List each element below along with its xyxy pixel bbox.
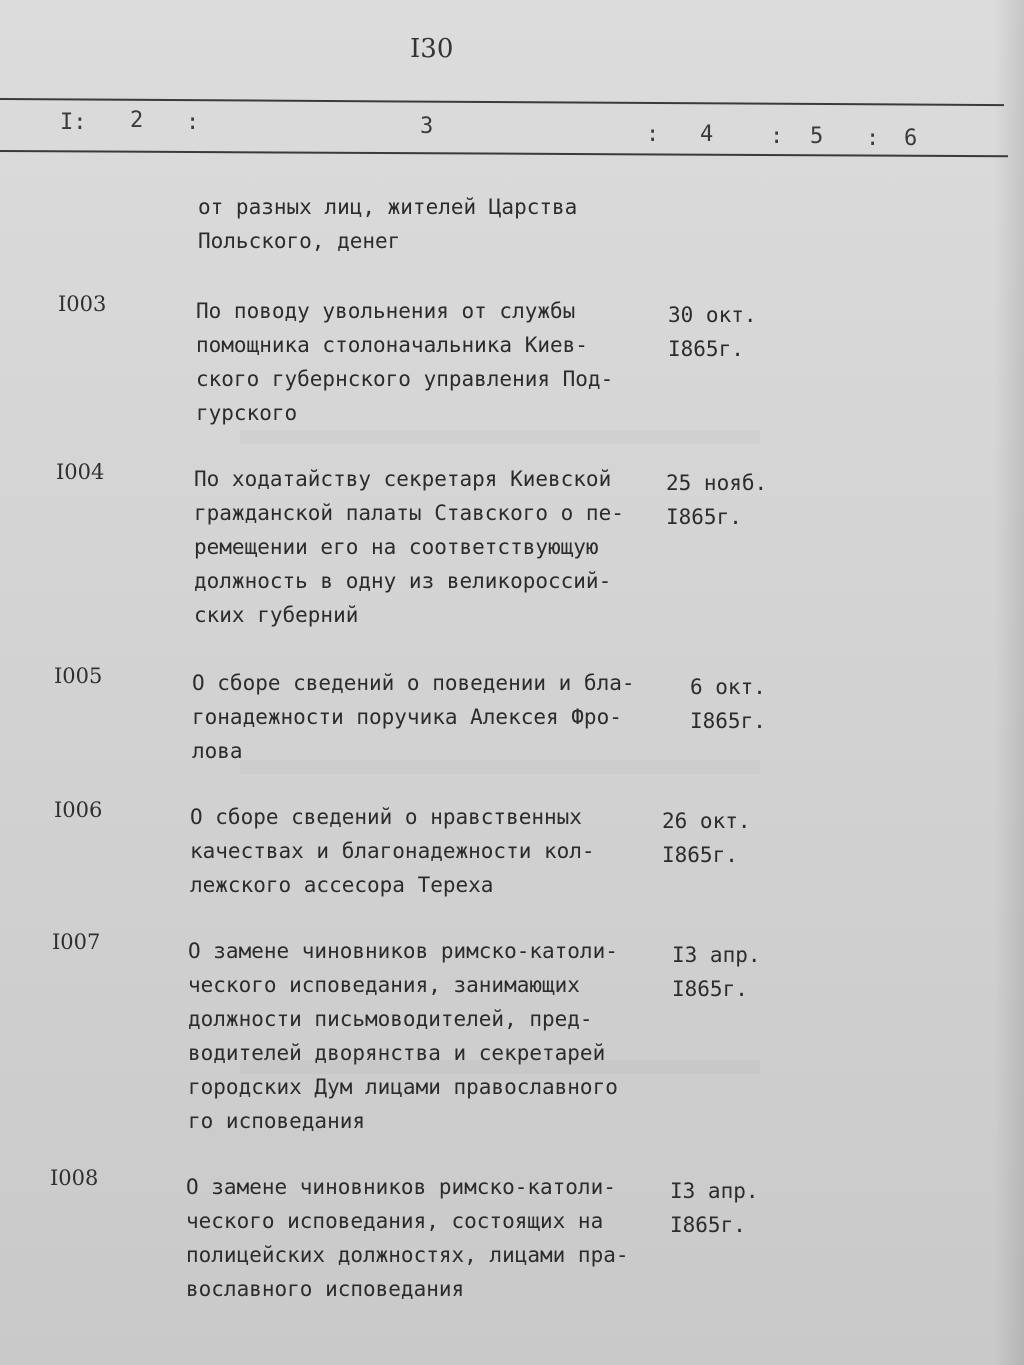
entry-number: I003: [58, 292, 107, 316]
text-line: ского губернского управления Под-: [196, 367, 614, 391]
text-line: гурского: [196, 401, 298, 425]
text-line: полицейских должностях, лицами пра-: [186, 1243, 629, 1267]
column-separator: :: [770, 124, 784, 149]
text-line: О замене чиновников римско-католи-: [186, 1175, 616, 1199]
entry-date: [668, 298, 757, 366]
entry-description: [196, 294, 613, 430]
page-edge-shadow: [994, 0, 1024, 1365]
column-header-6: 6: [904, 126, 918, 151]
text-line: гонадежности поручика Алексея Фро-: [192, 705, 622, 729]
text-line: ческого исповедания, занимающих: [188, 973, 580, 997]
text-line: должность в одну из великороссий-: [194, 569, 612, 593]
entry-number: I006: [54, 798, 103, 822]
date-day: 6 окт.: [690, 675, 766, 699]
date-day: 26 окт.: [662, 809, 751, 833]
text-line: гражданской палаты Ставского о пе-: [194, 501, 624, 525]
entry-description: [198, 190, 577, 258]
text-line: городских Дум лицами православного: [188, 1075, 618, 1099]
text-line: водителей дворянства и секретарей: [188, 1041, 606, 1065]
entry-date: [662, 804, 751, 872]
page-number: I30: [410, 34, 454, 64]
entry-number: I008: [50, 1166, 99, 1190]
date-day: 25 нояб.: [666, 471, 768, 495]
entry-description: [192, 666, 635, 768]
column-header-3: 3: [420, 114, 434, 139]
text-line: О сборе сведений о поведении и бла-: [192, 671, 635, 695]
text-line: По поводу увольнения от службы: [196, 299, 576, 323]
bleed-through: [240, 430, 760, 444]
text-line: По ходатайству секретаря Киевской: [194, 467, 612, 491]
entry-description: [188, 934, 618, 1138]
column-separator: :: [646, 122, 660, 147]
text-line: ческого исповедания, состоящих на: [186, 1209, 604, 1233]
text-line: го исповедания: [188, 1109, 366, 1133]
entry-date: [690, 670, 766, 738]
text-line: лова: [192, 739, 243, 763]
entry-description: [190, 800, 595, 902]
text-line: О замене чиновников римско-католи-: [188, 939, 618, 963]
date-year: I865г.: [690, 709, 766, 733]
text-line: О сборе сведений о нравственных: [190, 805, 582, 829]
entry-number: I005: [54, 664, 103, 688]
text-line: Польского, денег: [198, 229, 401, 253]
date-day: I3 апр.: [672, 943, 761, 967]
entry-description: [194, 462, 624, 632]
date-year: I865г.: [670, 1213, 746, 1237]
text-line: ремещении его на соответствующую: [194, 535, 599, 559]
column-header-5: 5: [810, 124, 824, 149]
entry-description: [186, 1170, 629, 1306]
text-line: от разных лиц, жителей Царства: [198, 195, 578, 219]
text-line: лежского ассесора Тереха: [190, 873, 494, 897]
column-separator: :: [866, 126, 880, 151]
date-year: I865г.: [672, 977, 748, 1001]
date-day: I3 апр.: [670, 1179, 759, 1203]
text-line: ских губерний: [194, 603, 359, 627]
column-header-1: I:: [60, 110, 87, 135]
text-line: вославного исповедания: [186, 1277, 465, 1301]
column-separator: :: [186, 110, 200, 135]
header-bottom-rule: [0, 150, 1008, 157]
entry-number: I004: [56, 460, 105, 484]
header-top-rule: [0, 98, 1004, 106]
entry-date: [666, 466, 767, 534]
text-line: должности письмоводителей, пред-: [188, 1007, 593, 1031]
entry-date: [672, 938, 761, 1006]
entry-number: I007: [52, 930, 101, 954]
date-year: I865г.: [666, 505, 742, 529]
column-header-4: 4: [700, 122, 714, 147]
entry-date: [670, 1174, 759, 1242]
column-header-2: 2: [130, 108, 144, 133]
date-year: I865г.: [668, 337, 744, 361]
text-line: помощника столоначальника Киев-: [196, 333, 588, 357]
date-year: I865г.: [662, 843, 738, 867]
text-line: качествах и благонадежности кол-: [190, 839, 595, 863]
date-day: 30 окт.: [668, 303, 757, 327]
